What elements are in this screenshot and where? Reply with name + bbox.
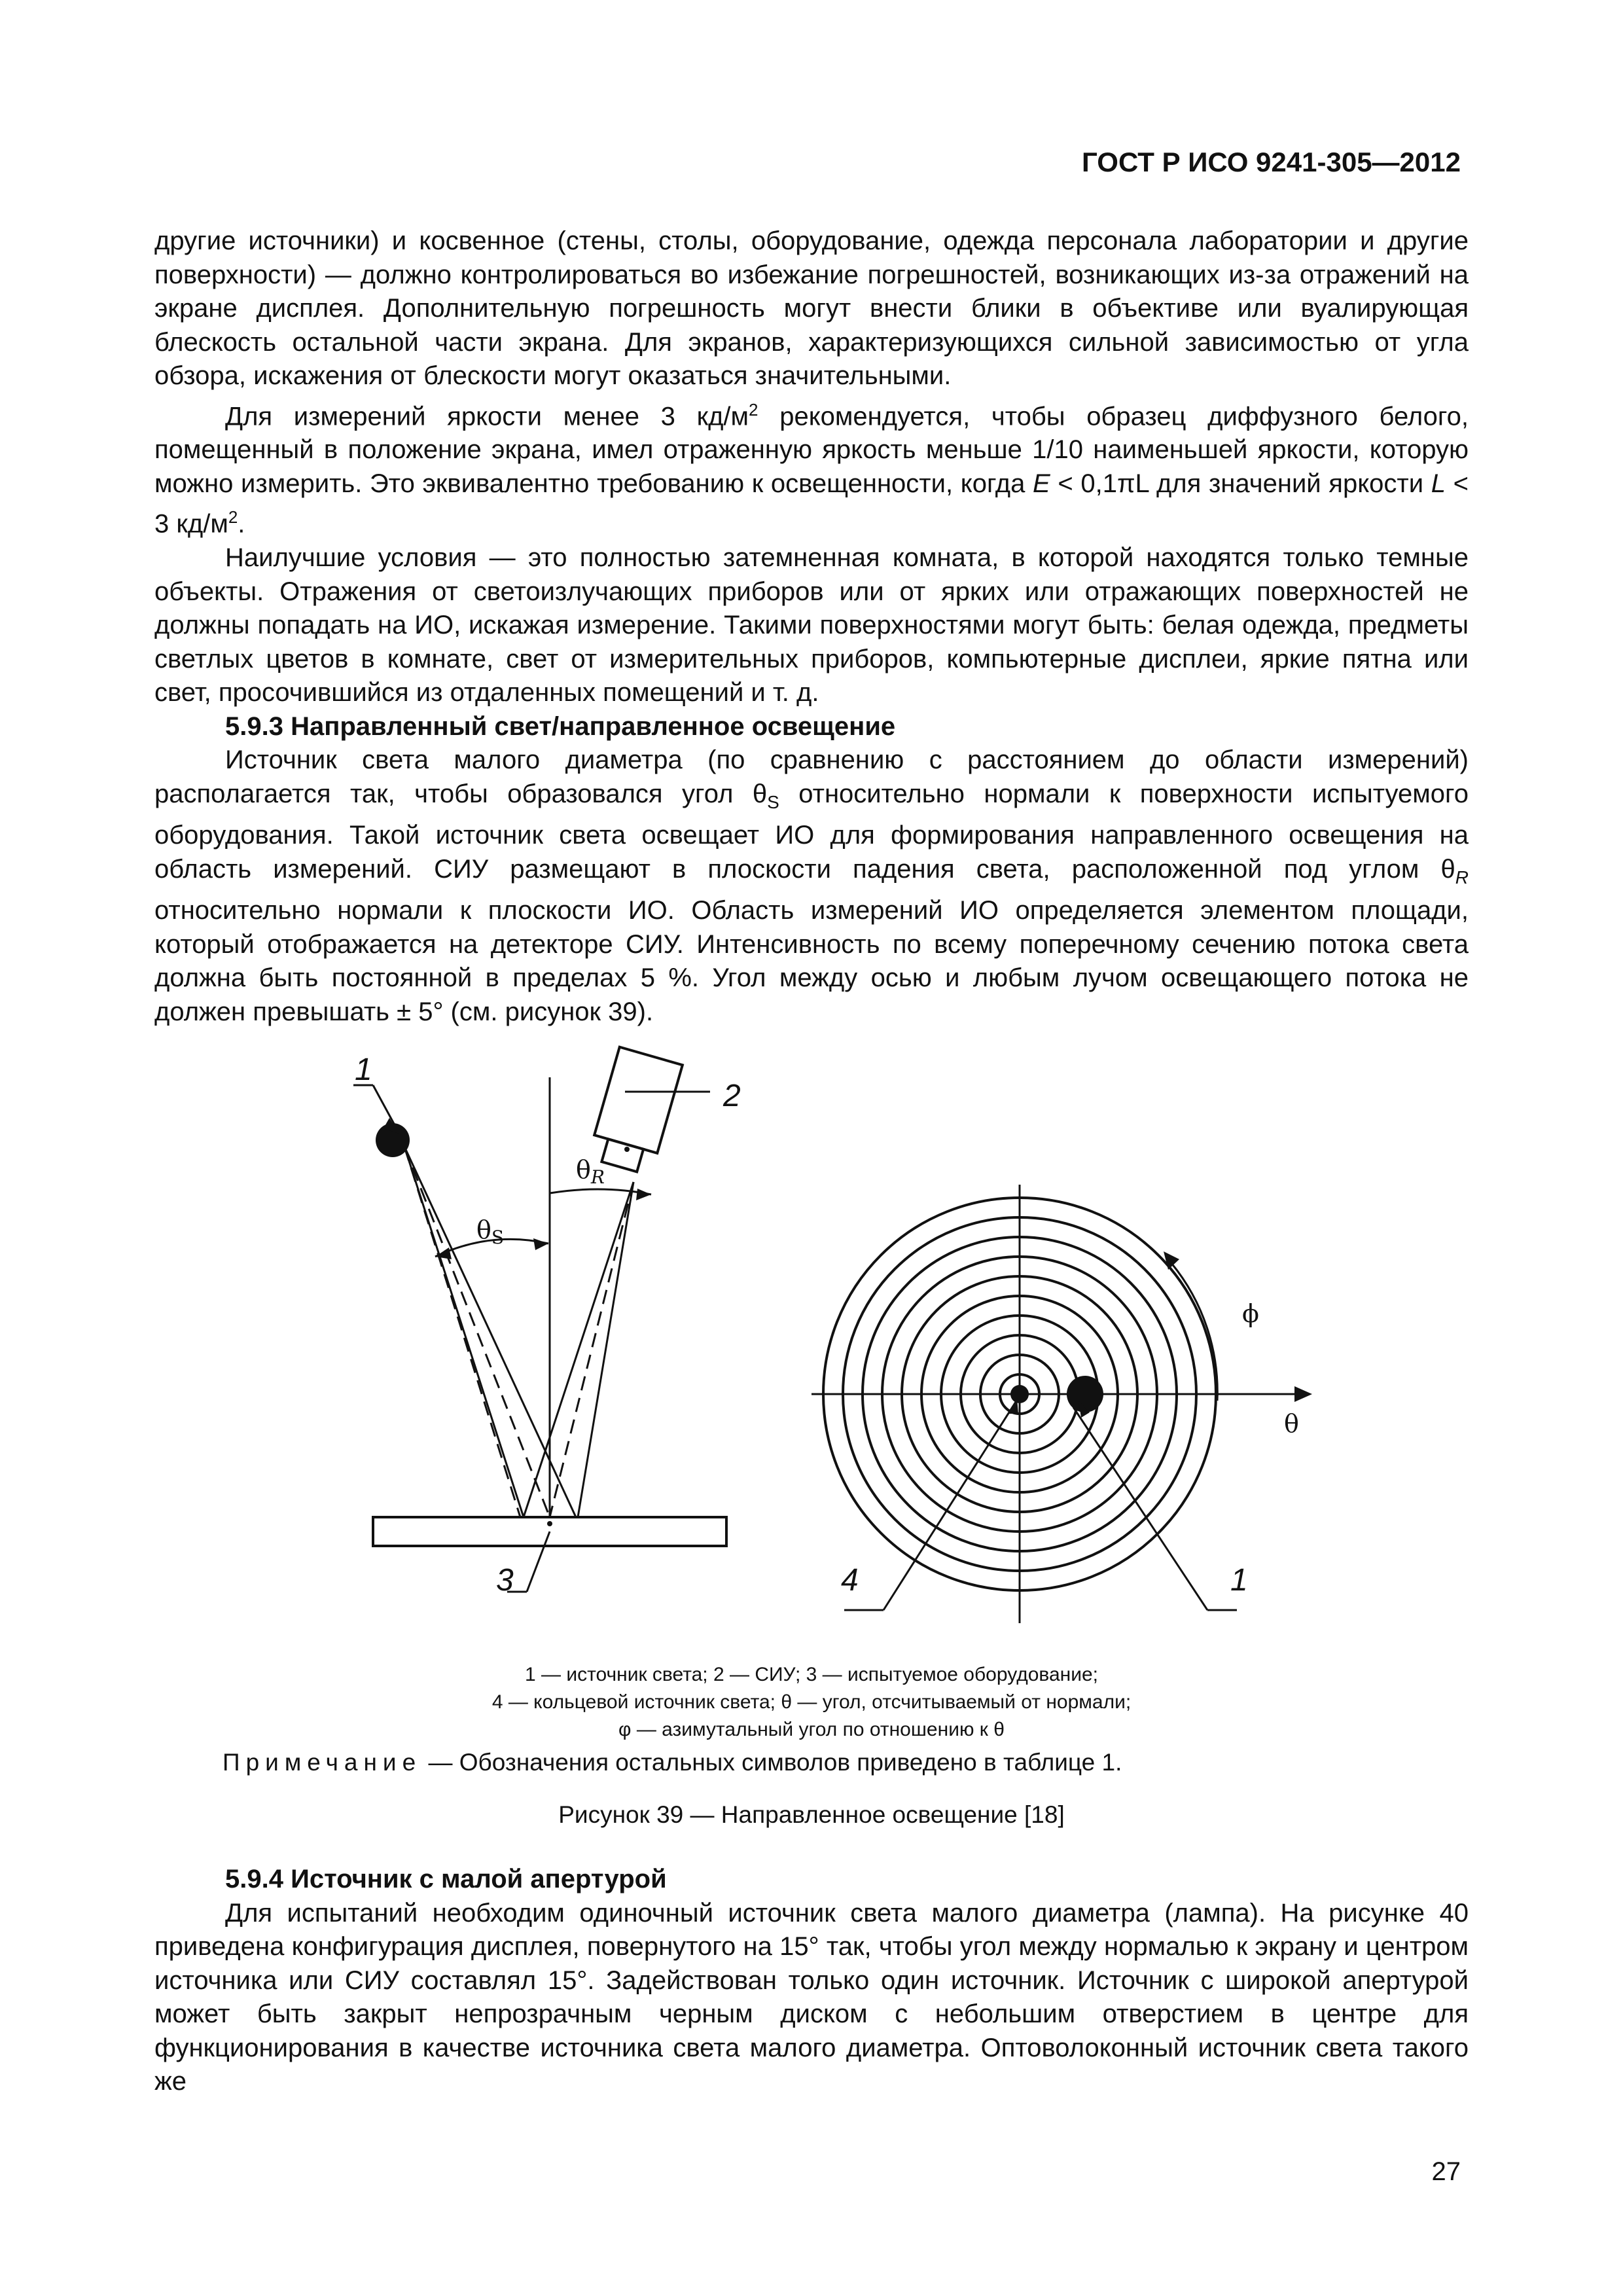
light-source-dot-right bbox=[1067, 1376, 1103, 1412]
legend-line: φ — азимутальный угол по отношению к θ bbox=[618, 1719, 1005, 1740]
figure-39 bbox=[327, 995, 1348, 1636]
center-dot bbox=[1010, 1385, 1029, 1403]
detector-camera bbox=[588, 1047, 683, 1176]
theta-s-label: $\theta_S$ bbox=[476, 1215, 505, 1248]
figure-caption: Рисунок 39 — Направленное освещение [18] bbox=[558, 1801, 1065, 1828]
label-1-right: 1 bbox=[1230, 1563, 1248, 1598]
paragraph-luminance: Для измерений яркости менее 3 $кд/м^2$ рекомендуется, чтобы образец диффузного белого, помещенный в положение экрана, имел отраженную яркость меньше 1/10 наименьшей яркости, которую можно измерить. Это эквивалентно требованию к освещенности, когда E < 0,1πL для значений яркости L < 3 $кд/м^2$. bbox=[154, 399, 1469, 539]
paragraph: Наилучшие условия — это полностью затемненная комната, в которой находятся только темные объекты. Отражения от светоизлучающих приборов или от ярких или отражающих поверхностей не должны попадать на ИО, искажая измерение. Такими поверхностями могут быть: белая одежда, предметы светлых цветов в комнате, свет от измерительных приборов, компьютерные дисплеи, яркие пятна или свет, просочившийся из отдаленных помещений и т. д. bbox=[154, 543, 1469, 708]
paragraph: Для испытаний необходим одиночный источник света малого диаметра (лампа). На рисунке 40 приведена конфигурация дисплея, повернутого на 15° так, чтобы угол между нормалью к экрану и центром источника или СИУ составлял 15°. Задействован только один источник. Источник с широкой апертурой может быть закрыт непрозрачным черным диском с небольшим отверстием в центре для функционирования в качестве источника света малого диаметра. Оптоволоконный источник света такого же bbox=[154, 1898, 1469, 2096]
figure-legend bbox=[157, 1661, 1466, 1744]
body-text-bottom bbox=[154, 1863, 1469, 2099]
document-header: ГОСТ Р ИСО 9241-305—2012 bbox=[1082, 147, 1461, 177]
theta-label: θ bbox=[1284, 1409, 1299, 1438]
legend-line: 1 — источник света; 2 — СИУ; 3 — испытуемое оборудование; bbox=[524, 1664, 1099, 1685]
theta-r-label: $\theta_R$ bbox=[576, 1155, 605, 1188]
legend-line: 4 — кольцевой источник света; θ — угол, отсчитываемый от нормали; bbox=[491, 1691, 1132, 1713]
page-number: 27 bbox=[1431, 2157, 1461, 2186]
note-label: Примечание bbox=[223, 1749, 422, 1776]
label-1: 1 bbox=[355, 1052, 372, 1087]
phi-label: ϕ bbox=[1242, 1299, 1259, 1328]
section-heading-5-9-4: 5.9.4 Источник с малой апертурой bbox=[225, 1865, 667, 1893]
note-text: — Обозначения остальных символов приведено в таблице 1. bbox=[421, 1749, 1122, 1776]
label-2: 2 bbox=[723, 1079, 741, 1113]
label-3: 3 bbox=[496, 1563, 514, 1598]
figure-note bbox=[223, 1749, 1122, 1776]
label-4: 4 bbox=[841, 1563, 859, 1598]
section-heading-5-9-3: 5.9.3 Направленный свет/направленное освещение bbox=[225, 711, 896, 741]
paragraph-directed-light: Источник света малого диаметра (по сравнению с расстоянием до области измерений) располагается так, чтобы образовался угол $\theta_S$ относительно нормали к поверхности испытуемого оборудования. Такой источник света освещает ИО для формирования направленного освещения на область измерений. СИУ размещают в плоскости падения света, расположенной под углом $\theta_R$ относительно нормали к плоскости ИО. Область измерений ИО определяется элементом площади, который отображается на детекторе СИУ. Интенсивность по всему поперечному сечению потока света должна быть постоянной в пределах 5 %. Угол между осью и любым лучом освещающего потока не должен превышать ± 5° (см. рисунок 39). bbox=[154, 745, 1469, 1026]
body-text-top bbox=[154, 224, 1469, 1029]
paragraph: другие источники) и косвенное (стены, столы, оборудование, одежда персонала лаборатории и другие поверхности) — должно контролироваться во избежание погрешностей, возникающих из-за отражений на экране дисплея. Дополнительную погрешность могут внести блики в объективе или вуалирующая блескость остальной части экрана. Для экранов, характеризующихся сильной зависимостью от угла обзора, искажения от блескости могут оказаться значительными. bbox=[154, 226, 1469, 390]
